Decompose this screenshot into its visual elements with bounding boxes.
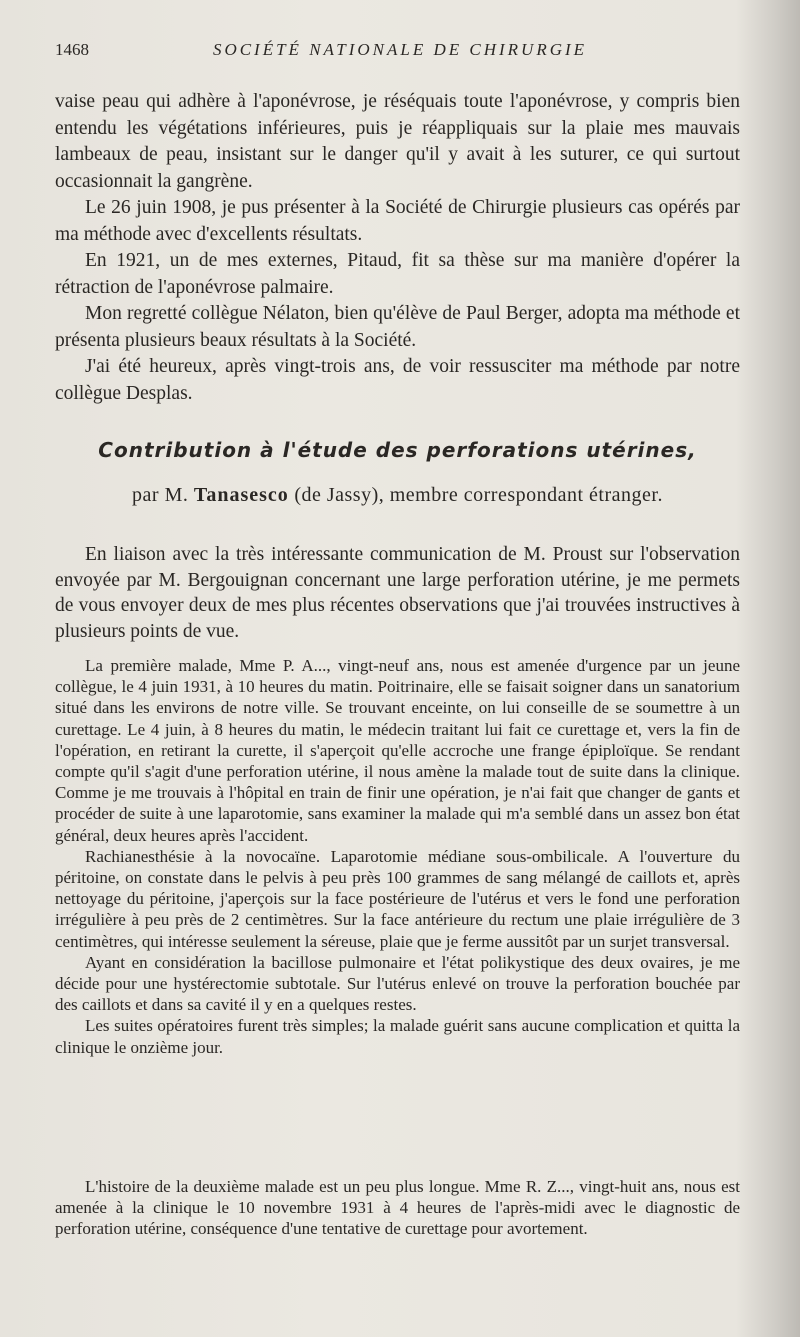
paragraph: En 1921, un de mes externes, Pitaud, fit sa thèse sur ma manière d'opérer la rétraction de l'aponévrose palmaire. (55, 250, 740, 298)
author-name: Tanasesco (193, 484, 289, 506)
paragraph: J'ai été heureux, après vingt-trois ans, de voir ressusciter ma méthode par notre collègue Desplas. (55, 356, 740, 404)
article-title: Contribution à l'étude des perforations utérines, (98, 438, 697, 462)
paragraph: Le 26 juin 1908, je pus présenter à la Société de Chirurgie plusieurs cas opérés par ma méthode avec d'excellents résultats. (55, 197, 740, 245)
paragraph: vaise peau qui adhère à l'aponévrose, je réséquais toute l'aponévrose, y compris bien entendu les végétations inférieures, puis je réappliquais sur la plaie mes mauvais lambeaux de peau, insistant sur le danger qu'il y avait à les suturer, ce qui surtout occasionnait la gangrène. (55, 91, 740, 192)
byline-suffix: (de Jassy), membre correspondant étranger. (294, 484, 663, 506)
running-header (55, 40, 745, 64)
paragraph: Mon regretté collègue Nélaton, bien qu'élève de Paul Berger, adopta ma méthode et présenta plusieurs beaux résultats à la Société. (55, 303, 740, 351)
running-title: SOCIÉTÉ NATIONALE DE CHIRURGIE (212, 40, 588, 59)
previous-article-conclusion (55, 89, 740, 407)
page-number: 1468 (55, 40, 89, 59)
article-byline (55, 484, 740, 507)
case-two-observation (55, 1176, 740, 1240)
case-one-observation (55, 655, 740, 1058)
paragraph: La première malade, Mme P. A..., vingt-neuf ans, nous est amenée d'urgence par un jeune collègue, le 4 juin 1931, à 10 heures du matin. Poitrinaire, elle se faisait soigner dans un sanatorium situé dans les environs de notre ville. Se trouvant enceinte, on lui conseille de se soumettre à un curettage. Le 4 juin, à 8 heures du matin, le médecin traitant lui fait ce curettage et, vers la fin de l'opération, en retirant la curette, il s'aperçoit qu'elle accroche une frange épiploïque. Se rendant compte qu'il s'agit d'une perforation utérine, il nous amène la malade tout de suite dans la clinique. Comme je me trouvais à l'hôpital en train de finir une opération, je n'ai fait que changer de gants et procéder de suite à une laparotomie, sans examiner la malade qui m'a semblé dans un assez bon état général, deux heures après l'accident. (55, 656, 740, 845)
paragraph: Les suites opératoires furent très simples; la malade guérit sans aucune complication et quitta la clinique le onzième jour. (55, 1016, 740, 1057)
article-introduction (55, 542, 740, 644)
paragraph: En liaison avec la très intéressante communication de M. Proust sur l'observation envoyée par M. Bergouignan concernant une large perforation utérine, je me permets de vous envoyer deux de mes plus récentes observations que j'ai trouvées instructives à plusieurs points de vue. (55, 544, 740, 642)
paragraph: L'histoire de la deuxième malade est un peu plus longue. Mme R. Z..., vingt-huit ans, nous est amenée à la clinique le 10 novembre 1931 à 4 heures de l'après-midi avec le diagnostic de perforation utérine, conséquence d'une tentative de curettage pour avortement. (55, 1177, 740, 1239)
paragraph: Ayant en considération la bacillose pulmonaire et l'état polikystique des deux ovaires, je me décide pour une hystérectomie subtotale. Sur l'utérus enlevé on trouve la perforation bouchée par des caillots et dans sa cavité il y en a quelques restes. (55, 952, 740, 1015)
paragraph: Rachianesthésie à la novocaïne. Laparotomie médiane sous-ombilicale. A l'ouverture du péritoine, on constate dans le pelvis à peu près 100 grammes de sang mélangé de caillots et, après nettoyage du péritoine, j'aperçois sur la face postérieure de l'utérus et vers le fond une perforation irrégulière à peu près de 2 centimètres. Sur la face antérieure du rectum une plaie irrégulière de 3 centimètres, qui intéresse seulement la séreuse, plaie que je ferme aussitôt par un surjet transversal. (55, 846, 740, 951)
byline-prefix: par M. (132, 484, 189, 506)
